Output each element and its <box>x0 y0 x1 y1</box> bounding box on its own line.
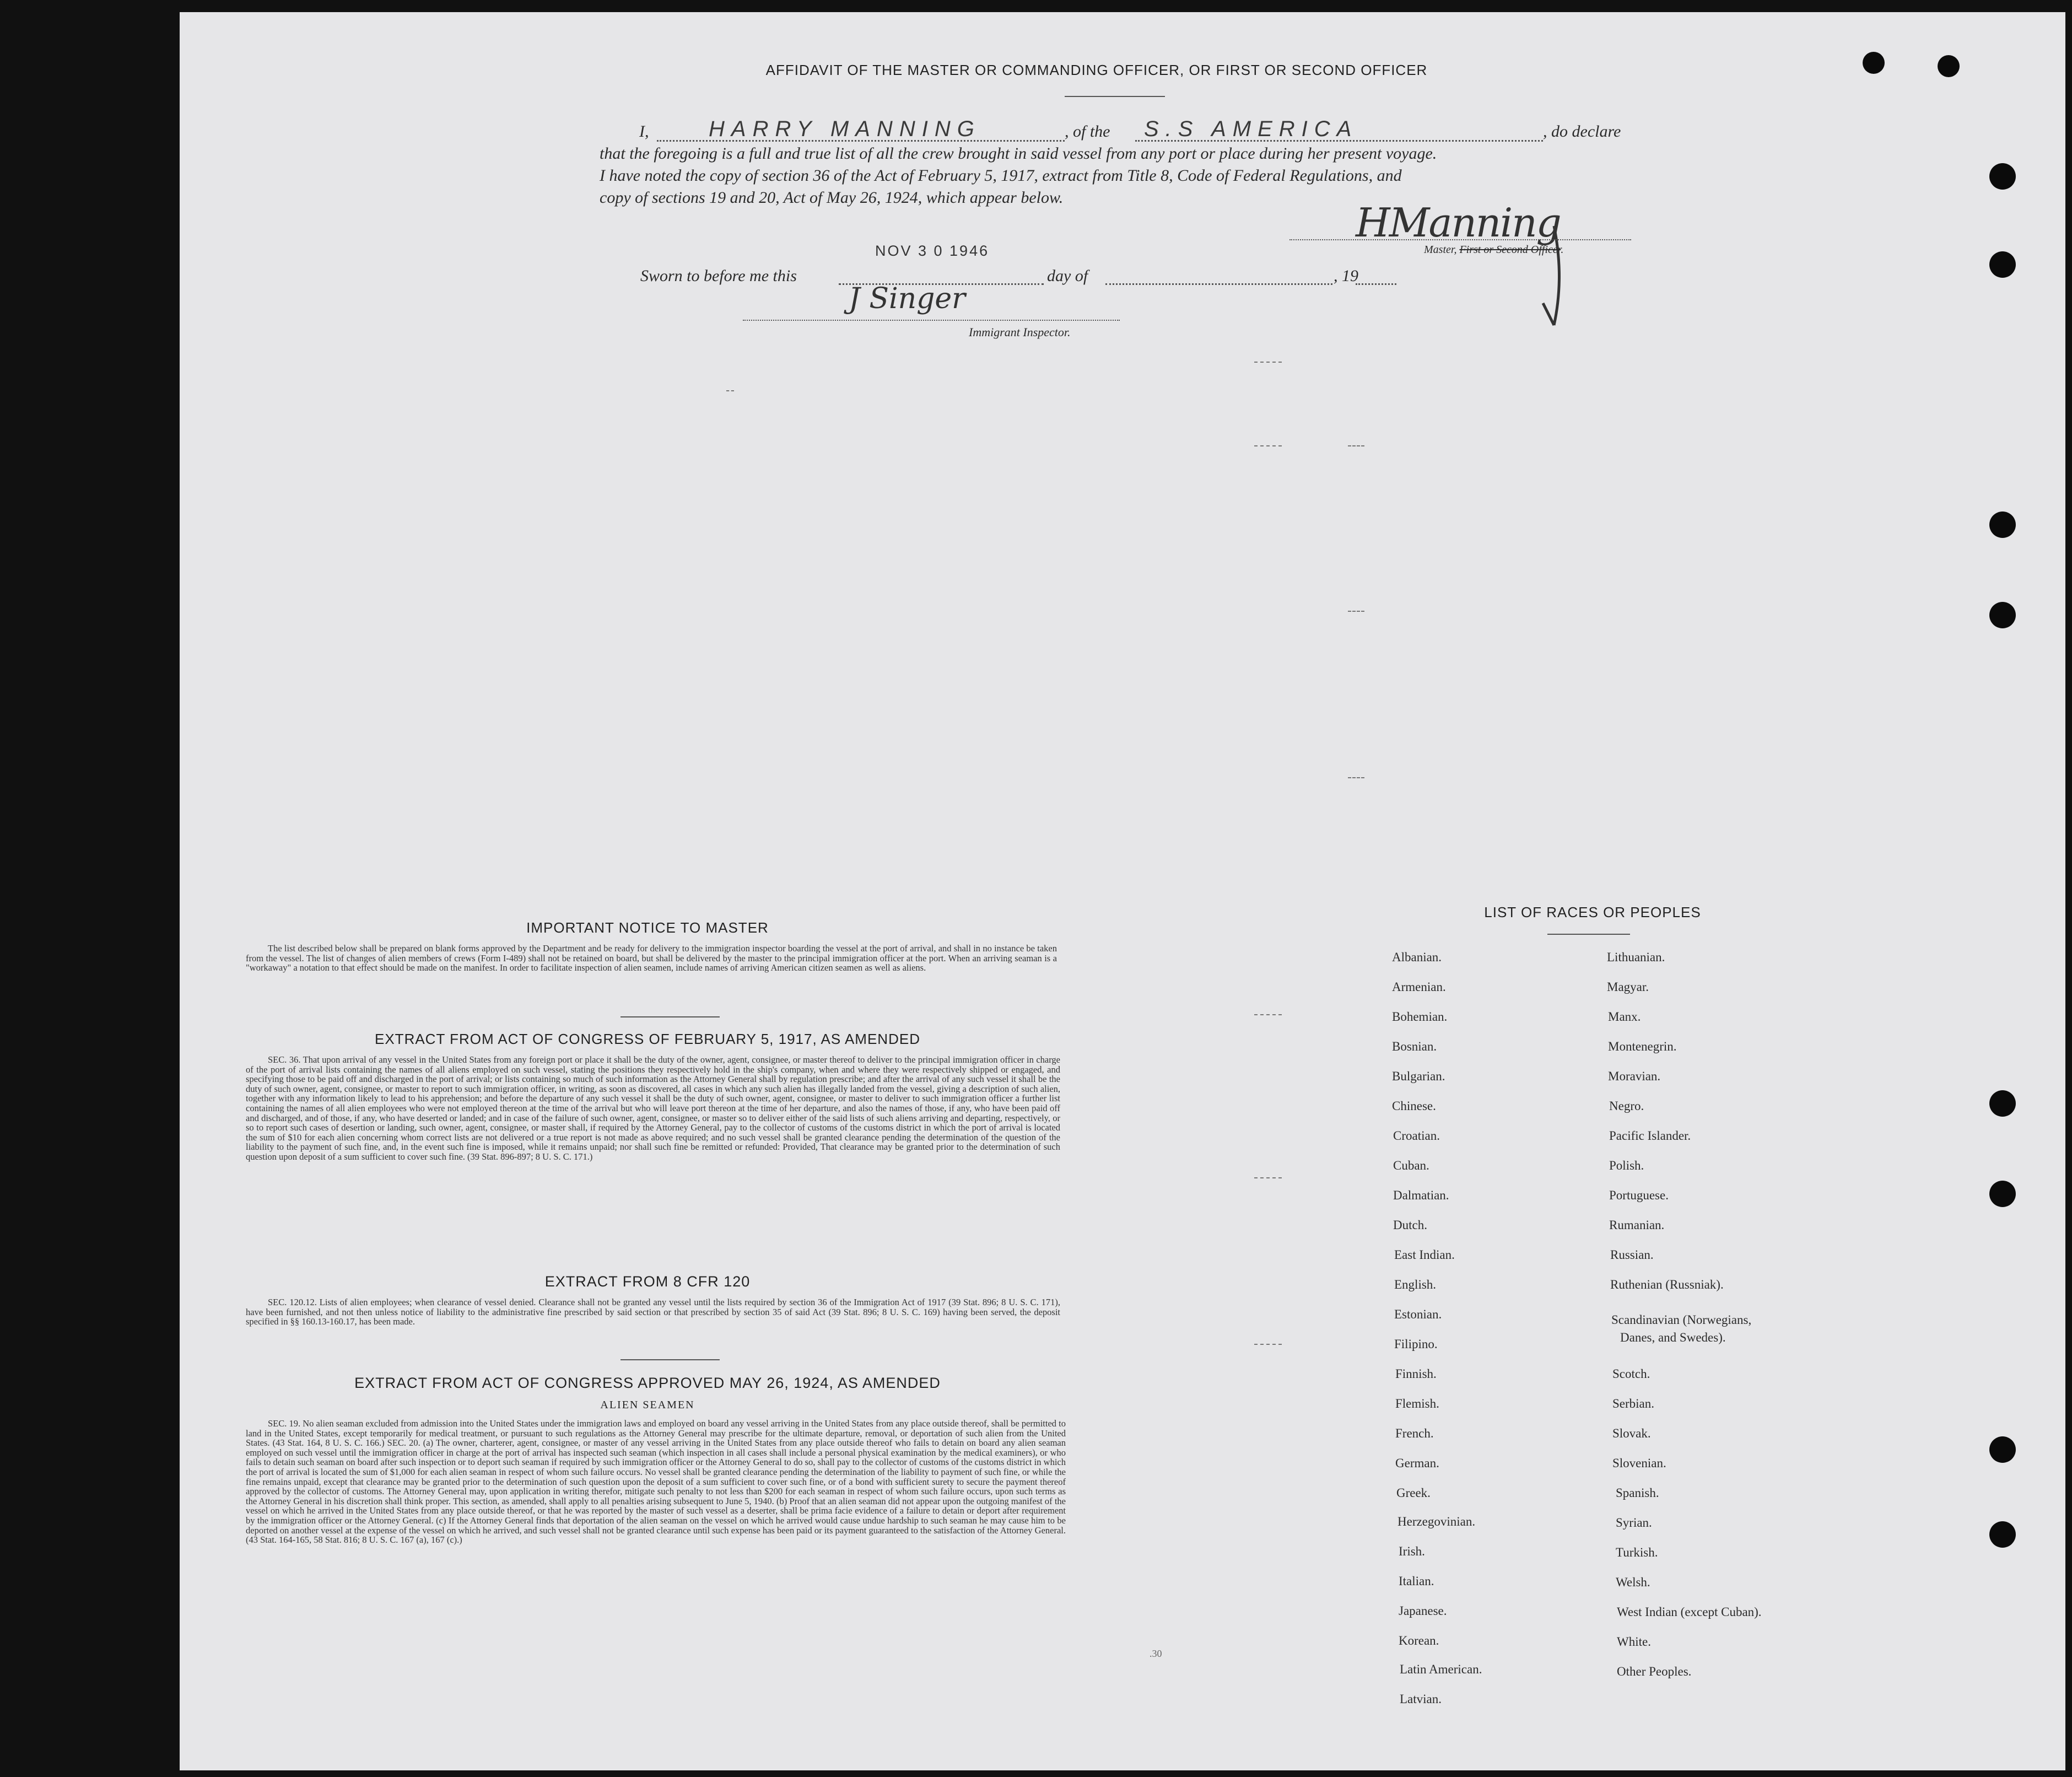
race-item: Slovenian. <box>1612 1456 1666 1470</box>
race-item: Magyar. <box>1607 980 1649 994</box>
inspector-signature: J Singer <box>849 282 966 315</box>
race-item: Spanish. <box>1616 1486 1659 1500</box>
year-line <box>1356 283 1396 285</box>
notice-title: IMPORTANT NOTICE TO MASTER <box>526 919 769 936</box>
punch-hole <box>1938 55 1960 77</box>
margin-mark <box>1254 445 1282 446</box>
punch-hole <box>1989 511 2016 538</box>
race-item: Serbian. <box>1612 1397 1655 1410</box>
race-item: English. <box>1394 1278 1437 1291</box>
race-item: Negro. <box>1609 1099 1644 1113</box>
race-item: Finnish. <box>1395 1367 1437 1381</box>
of-the-text: , of the <box>1065 122 1110 141</box>
race-item: Rumanian. <box>1609 1218 1665 1232</box>
margin-mark <box>1254 1344 1282 1345</box>
race-item: Lithuanian. <box>1607 950 1665 964</box>
punch-hole <box>1989 1436 2016 1463</box>
race-item: Chinese. <box>1392 1099 1436 1113</box>
race-item: Bosnian. <box>1392 1040 1437 1053</box>
master-signature: HManning <box>1356 200 1561 246</box>
master-name: HARRY MANNING <box>709 117 981 141</box>
vessel-name: S.S AMERICA <box>1144 117 1358 141</box>
race-item: Scandinavian (Norwegians, <box>1611 1313 1752 1327</box>
affidavit-i: I, <box>639 122 649 141</box>
margin-mark <box>1348 777 1364 778</box>
extract-1924-text: SEC. 19. No alien seaman excluded from admission into the United States under the immigration laws and employed on board any vessel arriving in the United States from any place outside thereof, shall be permitted to land in the United States, except temporarily for medical treatment, or pursuant to such regulations as the Attorney General may prescribe for the ultimate departure, removal, or deportation of such alien from the United States. (43 Stat. 164, 8 U. S. C. 166.) SEC. 20. (a) The owner, charterer, agent, consignee, or master of any vessel arriving in the United States from any place outside thereof who fails to detain on board any alien seaman employed on such vessel until the immigration officer in charge at the port of arrival has inspected such seaman (which inspection in all cases shall include a personal physical examination by the medical examiners), or who fails to detain such seaman on board after such inspection or to deport such seaman if required by such immigration officer or the Attorney General to do so, shall pay to the collector of customs of the customs district in which the port of arrival is located the sum of $1,000 for each alien seaman in respect of whom such failure occurs. No vessel shall be granted clearance pending the determination of the liability to payment of such fine, or while the fine remains unpaid, except that clearance may be granted prior to the determination of such question upon the deposit of a sum sufficient to cover such fine, or of a bond with sufficient surety to secure the payment thereof approved by the collector of customs. The Attorney General may, upon application in writing therefor, mitigate such penalty to not less than $200 for each seaman in respect of whom such failure occurs, upon such terms as the Attorney General in his discretion shall think proper. This section, as amended, shall apply to all penalties arising subsequent to June 5, 1940. (b) Proof that an alien seaman did not appear upon the outgoing manifest of the vessel on which he arrived in the United States from any place outside thereof, or that he was reported by the master of such vessel as a deserter, shall be prima facie evidence of a failure to detain or deport after requirement by the immigration officer or the Attorney General. (c) If the Attorney General finds that deportation of the alien seaman on the vessel on which he arrived would cause undue hardship to such seaman he may cause him to be deported on another vessel at the expense of the vessel on which he arrived, and such vessel shall not be granted clearance until such expense has been paid or its payment guaranteed to the satisfaction of the Attorney General. (43 Stat. 164-165, 58 Stat. 816; 8 U. S. C. 167 (a), 167 (c).) <box>246 1418 1066 1546</box>
master-signature-line <box>1289 239 1631 240</box>
race-item: Manx. <box>1608 1010 1641 1024</box>
race-item: German. <box>1395 1456 1439 1470</box>
race-item: Russian. <box>1610 1248 1654 1262</box>
race-item: Greek. <box>1396 1486 1431 1500</box>
race-item: Portuguese. <box>1609 1188 1669 1202</box>
race-item: Syrian. <box>1616 1516 1652 1530</box>
margin-mark: .30 <box>1150 1648 1162 1659</box>
race-item: Danes, and Swedes). <box>1620 1331 1726 1344</box>
margin-mark <box>1254 362 1282 363</box>
affidavit-title: AFFIDAVIT OF THE MASTER OR COMMANDING OFFICER, OR FIRST OR SECOND OFFICER <box>765 62 1428 78</box>
date-stamp: NOV 3 0 1946 <box>875 243 990 259</box>
master-caption <box>1424 244 1563 256</box>
race-item: East Indian. <box>1394 1248 1455 1262</box>
extract-1917-text: SEC. 36. That upon arrival of any vessel in the United States from any foreign port or place it shall be the duty of the owner, agent, consignee, or master thereof to deliver to the principal immigration officer in charge of the port of arrival lists containing the names of all aliens employed on such vessel, stating the positions they respectively hold in the ship's company, when and where they were respectively shipped or engaged, and specifying those to be paid off and discharged in the port of arrival; or lists containing so much of such information as the Attorney General shall by regulation prescribe; and after the arrival of any such vessel it shall be the duty of such owner, agent, consignee, or master to report to such immigration officer, in writing, as soon as discovered, all cases in which any such alien has illegally landed from the vessel, giving a description of such alien, together with any information likely to lead to his apprehension; and before the departure of any such vessel it shall be the duty of such owner, agent, consignee, or master to deliver to such immigration officer a further list containing the names of all alien employees who were not employed thereon at the time of the arrival but who will leave port thereon at the time of her departure, and also the names of those, if any, who have been paid off and discharged, and of those, if any, who have deserted or landed; and in case of the failure of such owner, agent, consignee, or master so to deliver either of the said lists of such aliens arriving and departing, respectively, or so to report such cases of desertion or landing, such owner, agent, consignee, or master shall, if required by the Attorney General, pay to the collector of customs of the customs district in which the port of arrival is located the sum of $10 for each alien concerning whom correct lists are not delivered or a true report is not made as above required; and no such vessel shall be granted clearance pending the determination of the question of the liability to the payment of such fine, and, in the event such fine is imposed, while it remains unpaid; nor shall such fine be remitted or refunded: Provided, That clearance may be granted prior to the determination of such question upon deposit of a sum sufficient to cover such fine. (39 Stat. 896-897; 8 U. S. C. 171.) <box>246 1054 1060 1162</box>
punch-hole <box>1989 1181 2016 1207</box>
do-declare-text: , do declare <box>1543 122 1621 141</box>
margin-mark <box>1254 1177 1282 1178</box>
sworn-text: Sworn to before me this <box>640 267 797 285</box>
year-text: , 19 <box>1334 267 1358 285</box>
month-line <box>1105 283 1332 285</box>
master-caption-c: . <box>1561 244 1564 256</box>
race-item: Ruthenian (Russniak). <box>1610 1278 1724 1291</box>
races-title: LIST OF RACES OR PEOPLES <box>1484 904 1701 920</box>
race-item: Other Peoples. <box>1617 1665 1692 1678</box>
race-item: Flemish. <box>1395 1397 1439 1410</box>
affidavit-line-4: copy of sections 19 and 20, Act of May 26, 1924, which appear below. <box>600 189 1064 207</box>
punch-hole <box>1989 251 2016 278</box>
inspector-caption: Immigrant Inspector. <box>969 325 1071 339</box>
race-item: Bulgarian. <box>1392 1069 1445 1083</box>
extract-1917-title: EXTRACT FROM ACT OF CONGRESS OF FEBRUARY 5, 1917, AS AMENDED <box>375 1031 920 1047</box>
race-item: Turkish. <box>1616 1546 1658 1559</box>
cfr-title: EXTRACT FROM 8 CFR 120 <box>544 1273 751 1290</box>
race-item: Montenegrin. <box>1608 1040 1677 1053</box>
day-of-text: day of <box>1047 267 1088 285</box>
race-item: White. <box>1617 1635 1651 1649</box>
race-item: West Indian (except Cuban). <box>1617 1605 1762 1619</box>
race-item: Moravian. <box>1608 1069 1661 1083</box>
punch-hole <box>1989 1521 2016 1548</box>
extract-1924-title: EXTRACT FROM ACT OF CONGRESS APPROVED MAY 26, 1924, AS AMENDED <box>354 1375 941 1391</box>
margin-mark <box>1348 445 1364 446</box>
race-item: French. <box>1395 1426 1434 1440</box>
race-item: Filipino. <box>1394 1337 1438 1351</box>
notice-text: The list described below shall be prepared on blank forms approved by the Department and be ready for delivery to the immigration inspector boarding the vessel at the port of arrival, and shall in no instance be taken from the vessel. The list of changes of alien members of crews (Form I-489) shall not be retained on board, but shall be delivered by the master to the principal immigration officer at the port. When an arriving seaman is a "workaway" a notation to that effect should be made on the manifest. In order to facilitate inspection of alien seamen, include names of arriving American citizen seamen as well as aliens. <box>246 943 1057 973</box>
punch-hole <box>1863 52 1885 74</box>
race-item: Dalmatian. <box>1393 1188 1449 1202</box>
master-caption-b: First or Second Officer <box>1459 244 1561 256</box>
divider <box>620 1016 720 1017</box>
punch-hole <box>1989 602 2016 628</box>
race-item: Korean. <box>1399 1634 1439 1647</box>
race-item: Pacific Islander. <box>1609 1129 1691 1143</box>
race-item: Croatian. <box>1393 1129 1440 1143</box>
race-item: Scotch. <box>1612 1367 1650 1381</box>
margin-mark <box>1348 611 1364 612</box>
inspector-line <box>743 320 1120 321</box>
title-underline <box>1065 96 1165 97</box>
race-item: Polish. <box>1609 1159 1644 1172</box>
master-caption-a: Master, <box>1424 244 1460 256</box>
alien-seamen-subtitle: ALIEN SEAMEN <box>600 1399 695 1411</box>
affidavit-line-2: that the foregoing is a full and true list of all the crew brought in said vessel from any port or place during her present voyage. <box>600 144 1437 163</box>
race-item: Japanese. <box>1399 1604 1447 1618</box>
race-item: Welsh. <box>1616 1575 1650 1589</box>
race-item: Slovak. <box>1612 1426 1651 1440</box>
race-item: Cuban. <box>1393 1159 1429 1172</box>
divider <box>1547 934 1630 935</box>
punch-hole <box>1989 163 2016 190</box>
race-item: Italian. <box>1399 1574 1434 1588</box>
margin-mark <box>726 390 734 391</box>
race-item: Estonian. <box>1394 1307 1442 1321</box>
race-item: Herzegovinian. <box>1397 1515 1476 1528</box>
punch-hole <box>1989 1090 2016 1117</box>
race-item: Dutch. <box>1393 1218 1427 1232</box>
cfr-text: SEC. 120.12. Lists of alien employees; when clearance of vessel denied. Clearance shall not be granted any vessel until the lists required by section 36 of the Immigration Act of 1917 (39 Stat. 896; 8 U. S. C. 171), have been furnished, and not then unless notice of liability to the administrative fine prescribed by said section or that prescribed by section 35 of said Act (39 Stat. 896; 8 U. S. C. 169) having been served, the deposit specified in §§ 160.13-160.17, has been made. <box>246 1297 1060 1327</box>
race-item: Latin American. <box>1400 1662 1482 1676</box>
margin-mark <box>1254 1014 1282 1015</box>
race-item: Bohemian. <box>1392 1010 1448 1024</box>
race-item: Albanian. <box>1392 950 1442 964</box>
divider <box>620 1359 720 1360</box>
race-item: Latvian. <box>1400 1692 1442 1706</box>
race-item: Armenian. <box>1392 980 1446 994</box>
affidavit-line-3: I have noted the copy of section 36 of the Act of February 5, 1917, extract from Title 8, Code of Federal Regulations, and <box>600 166 1402 185</box>
race-item: Irish. <box>1399 1544 1425 1558</box>
signature-flourish <box>1521 220 1587 331</box>
